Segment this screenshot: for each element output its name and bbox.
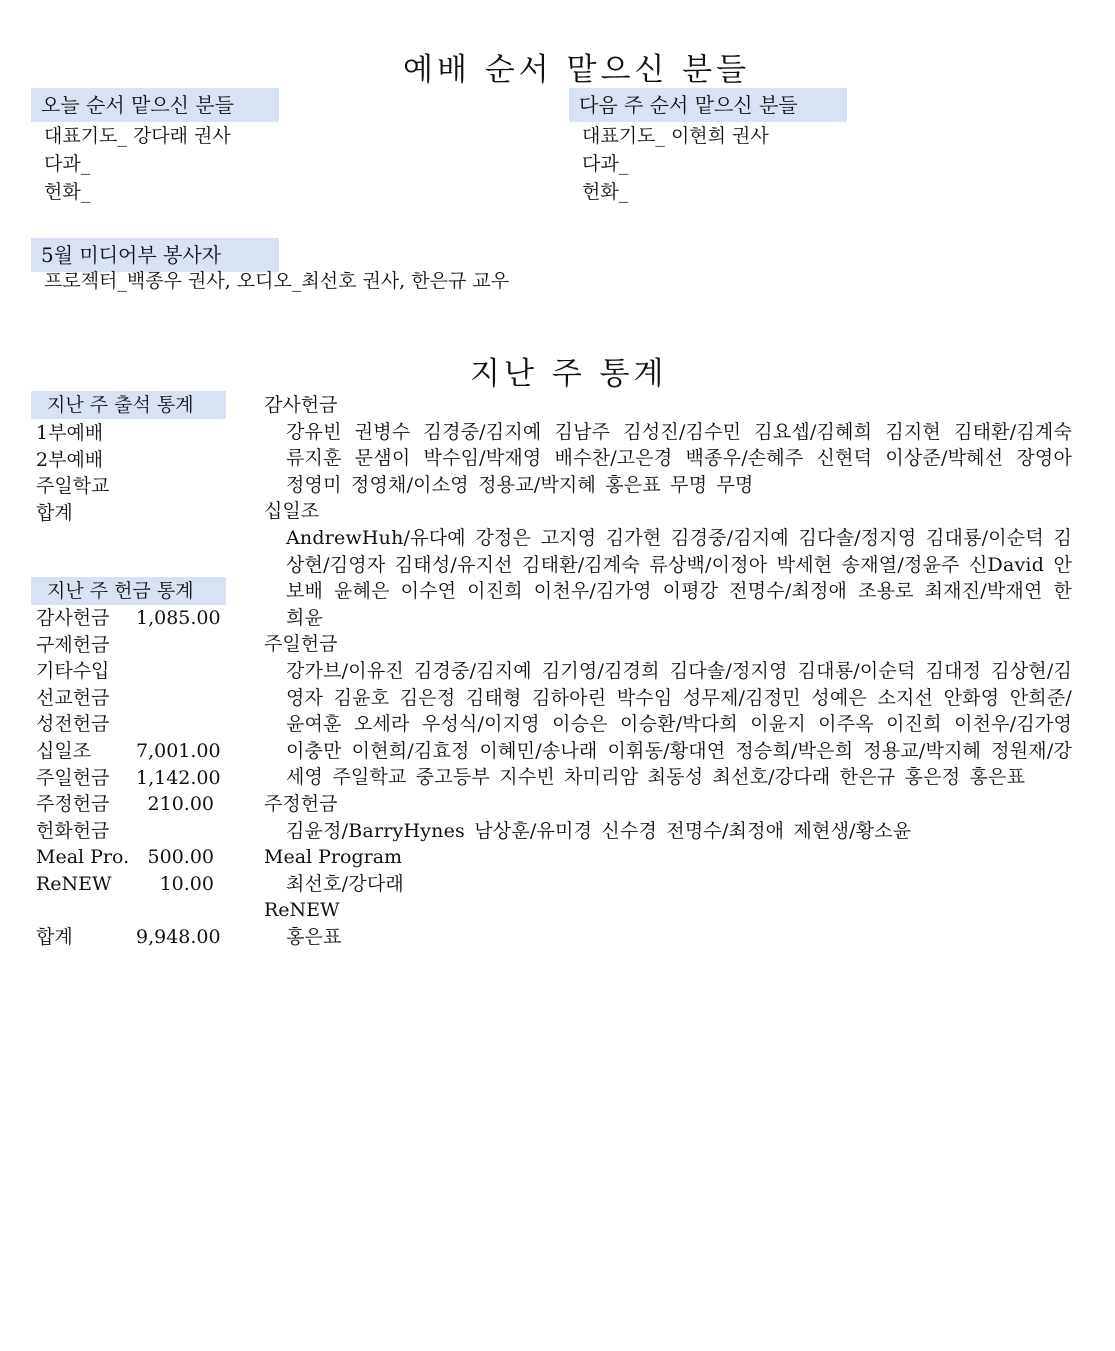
offering-row [36, 711, 214, 738]
offering-amount: 500.00 [147, 846, 214, 869]
donor-names: 강유빈 권병수 김경중/김지예 김남주 김성진/김수민 김요셉/김혜희 김지현 김태환/김계숙 류지훈 문샘이 박수임/박재영 배수찬/고은경 백종우/손혜주 신현덕 이상준/박혜선 장영아 정영미 정영채/이소영 정용교/박지혜 홍은표 무명 무명 [286, 420, 1072, 496]
donor-category: 감사헌금 [264, 394, 338, 416]
attendance-total: 합계 [36, 501, 73, 524]
media-volunteers: 프로젝터_백종우 권사, 오디오_최선호 권사, 한은규 교우 [44, 270, 510, 292]
donor-names: 김윤정/BarryHynes 남상훈/유미경 신수경 전명수/최정애 제현생/황소윤 [286, 819, 912, 842]
donor-category: 주정헌금 [264, 792, 338, 815]
donor-category: Meal Program [264, 846, 403, 869]
offering-label: ReNEW [36, 872, 112, 895]
offering-amount [136, 632, 214, 659]
today-header: 오늘 순서 맡으신 분들 [31, 88, 279, 122]
offering-label: 선교헌금 [36, 686, 110, 709]
today-flowers: 헌화_ [44, 181, 91, 203]
offering-label: 십일조 [36, 739, 92, 762]
offering-row [36, 818, 214, 845]
donor-category: 주일헌금 [264, 633, 338, 656]
next-week-prayer: 대표기도_ 이현희 권사 [582, 125, 769, 147]
donor-names: AndrewHuh/유다예 강정은 고지영 김가현 김경중/김지예 김다솔/정지영 김대룡/이순덕 김상현/김영자 김태성/유지선 김태환/김계숙 류상백/이정아 박세현 송재열/정윤주 신David 안보배 윤혜은 이수연 이진희 이천우/김가영 이평강 전명수/최정애 조용로 최재진/박재연 한희윤 [286, 526, 1072, 629]
today-refreshment: 다과_ [44, 153, 91, 175]
offering-header: 지난 주 헌금 통계 [31, 577, 226, 605]
attendance-service-1: 1부예배 [36, 422, 104, 444]
today-prayer: 대표기도_ 강다래 권사 [44, 125, 231, 147]
next-week-header: 다음 주 순서 맡으신 분들 [569, 88, 847, 122]
today-list [44, 122, 231, 206]
offering-label: Meal Pro. [36, 846, 130, 869]
offering-label: 헌화헌금 [36, 819, 110, 842]
offering-total-label: 합계 [36, 926, 73, 949]
donor-lists [264, 392, 1072, 950]
offering-amount [136, 818, 214, 845]
page-title: 예배 순서 맡으신 분들 [403, 52, 751, 88]
next-week-flowers: 헌화_ [582, 181, 629, 203]
offering-label: 성전헌금 [36, 713, 110, 736]
donor-category: ReNEW [264, 899, 340, 922]
offering-label: 주정헌금 [36, 793, 110, 816]
offering-amount [136, 658, 214, 685]
attendance-service-2: 2부예배 [36, 448, 104, 471]
stats-title: 지난 주 통계 [470, 356, 668, 392]
offering-total-amount: 9,948.00 [136, 926, 221, 949]
offering-row [36, 685, 214, 712]
offering-label: 주일헌금 [36, 766, 110, 789]
offering-spacer [36, 898, 214, 925]
offering-label: 기타수입 [36, 660, 110, 683]
donor-names: 최선호/강다래 [286, 872, 404, 895]
offering-amount: 10.00 [159, 872, 214, 895]
offering-row [36, 605, 221, 632]
offering-row [36, 765, 221, 792]
offering-amount: 210.00 [147, 793, 214, 816]
attendance-list [36, 420, 109, 526]
offering-row [36, 658, 214, 685]
next-week-list [582, 122, 769, 206]
offering-amount [136, 685, 214, 712]
offering-amount: 7,001.00 [136, 739, 221, 762]
media-header: 5월 미디어부 봉사자 [31, 238, 279, 272]
attendance-header: 지난 주 출석 통계 [31, 391, 226, 419]
offering-amount: 1,085.00 [136, 607, 221, 629]
next-week-refreshment: 다과_ [582, 153, 629, 175]
offering-row [36, 738, 221, 765]
offering-row [36, 844, 214, 871]
offering-row [36, 632, 214, 659]
donor-names: 강가브/이유진 김경중/김지예 김기영/김경희 김다솔/정지영 김대룡/이순덕 김대정 김상현/김영자 김윤호 김은정 김태형 김하아린 박수임 성무제/김정민 성예은 소지선 안화영 안희준/윤여훈 오세라 우성식/이지영 이승은 이승환/박다희 이윤지 이주옥 이진희 이천우/김가영 이충만 이현희/김효정 이혜민/송나래 이휘동/황대연 정승희/박은희 정용교/박지혜 정원재/강세영 주일학교 중고등부 지수빈 차미리암 최동성 최선호/강다래 한은규 홍은정 홍은표 [286, 659, 1072, 789]
offering-row [36, 791, 214, 818]
offering-amount [136, 711, 214, 738]
attendance-sunday-school: 주일학교 [36, 475, 110, 498]
donor-names: 홍은표 [286, 925, 342, 948]
offering-label: 감사헌금 [36, 607, 110, 629]
offering-total-row [36, 924, 221, 951]
offering-label: 구제헌금 [36, 633, 110, 656]
donor-category: 십일조 [264, 500, 320, 523]
offering-table [36, 605, 221, 951]
offering-amount: 1,142.00 [136, 766, 221, 789]
offering-row [36, 871, 214, 898]
